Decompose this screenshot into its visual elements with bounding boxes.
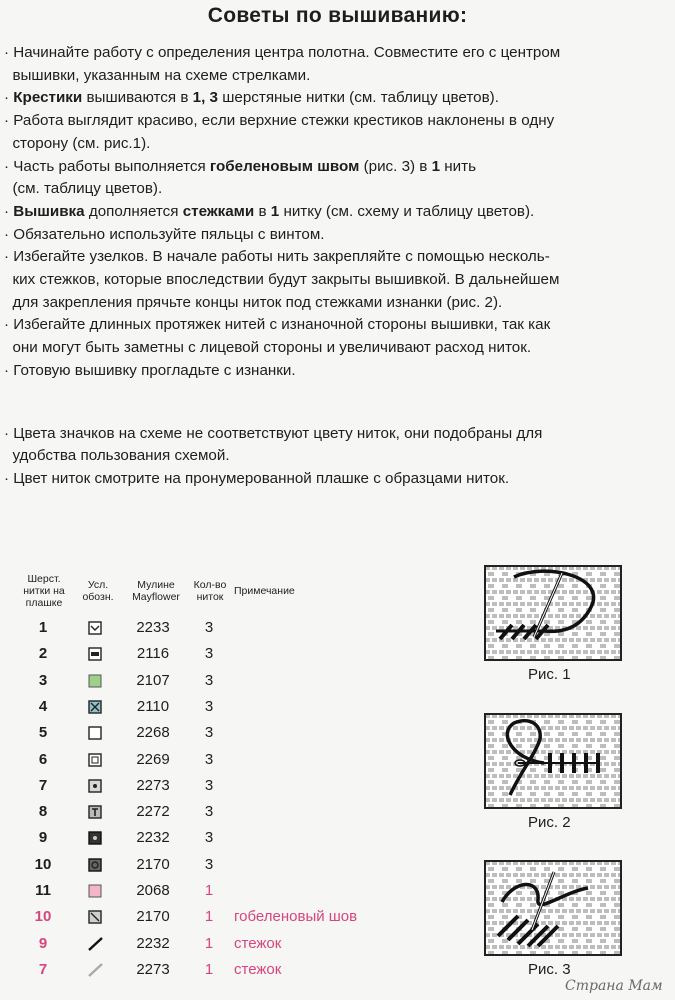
legend-symbol-icon xyxy=(88,831,106,846)
mouline-code: 2107 xyxy=(136,671,170,689)
mouline-code: 2170 xyxy=(136,908,170,926)
mouline-code: 2170 xyxy=(136,855,170,873)
legend-symbol-icon xyxy=(88,779,106,794)
legend-symbol-icon xyxy=(88,910,106,925)
wool-number: 2 xyxy=(38,645,48,663)
legend-symbol-icon xyxy=(88,647,106,662)
mouline-code: 2116 xyxy=(136,645,170,663)
header-mouline: Мулине Mayflower xyxy=(132,579,180,603)
thread-count: 3 xyxy=(204,776,214,794)
thread-count: 1 xyxy=(204,882,214,899)
tip-10b: удобства пользования схемой. xyxy=(4,447,230,465)
table-row xyxy=(0,852,420,878)
watermark: Страна Мам xyxy=(565,978,663,994)
mouline-code: 2068 xyxy=(136,882,170,899)
mouline-code: 2273 xyxy=(136,776,170,794)
wool-number: 4 xyxy=(38,697,48,715)
tip-4a: · Часть работы выполняется гобеленовым швом (рис. 3) в 1 нить xyxy=(4,157,477,175)
wool-number: 7 xyxy=(38,960,48,978)
table-row xyxy=(0,878,420,904)
figure-1-caption: Рис. 1 xyxy=(528,666,571,683)
wool-number: 1 xyxy=(38,619,48,636)
thread-count: 3 xyxy=(204,697,214,715)
wool-number: 3 xyxy=(38,671,48,689)
legend-symbol-icon xyxy=(88,726,106,741)
legend-symbol-icon xyxy=(88,674,106,689)
table-row xyxy=(0,747,420,773)
thread-count: 3 xyxy=(204,829,214,847)
tip-4b: (см. таблицу цветов). xyxy=(12,180,163,198)
table-row xyxy=(0,957,420,983)
header-symbol: Усл. обозн. xyxy=(82,579,114,603)
table-row xyxy=(0,668,420,694)
wool-number: 5 xyxy=(38,724,48,742)
thread-count: 1 xyxy=(204,934,214,952)
legend-symbol-icon xyxy=(88,884,106,899)
tip-8a: · Избегайте длинных протяжек нитей с изнаночной стороны вышивки, так как xyxy=(4,316,551,334)
figure-2-thread-fastening xyxy=(484,713,622,809)
wool-number: 10 xyxy=(34,908,52,926)
row-note: стежок xyxy=(234,960,282,978)
row-note: гобеленовый шов xyxy=(234,908,358,926)
wool-number: 8 xyxy=(38,803,48,821)
mouline-code: 2233 xyxy=(136,619,170,636)
figure-3-caption: Рис. 3 xyxy=(528,961,571,978)
table-row xyxy=(0,773,420,799)
wool-number: 9 xyxy=(38,934,48,952)
legend-symbol-icon xyxy=(88,963,106,978)
thread-count: 3 xyxy=(204,645,214,663)
wool-number: 6 xyxy=(38,750,48,768)
tip-7b: ких стежков, которые впоследствии будут закрыты вышивкой. В дальнейшем xyxy=(4,271,560,289)
wool-number: 10 xyxy=(34,855,52,873)
tip-10a: · Цвета значков на схеме не соответствуют цвету ниток, они подобраны для xyxy=(4,424,543,442)
mouline-code: 2273 xyxy=(136,960,170,978)
table-row xyxy=(0,904,420,930)
thread-count: 3 xyxy=(204,671,214,689)
tip-8b: они могут быть заметны с лицевой стороны и увеличивают расход ниток. xyxy=(4,339,532,357)
wool-number: 11 xyxy=(35,882,51,899)
mouline-code: 2110 xyxy=(136,697,170,715)
legend-symbol-icon xyxy=(88,858,106,873)
table-row xyxy=(0,799,420,825)
legend-symbol-icon xyxy=(88,753,106,768)
tip-3a: · Работа выглядит красиво, если верхние стежки крестиков наклонены в одну xyxy=(4,112,555,130)
thread-count: 3 xyxy=(204,750,214,768)
tip-9: · Готовую вышивку прогладьте с изнанки. xyxy=(4,361,296,379)
tip-1a: · Начинайте работу с определения центра полотна. Совместите его с центром xyxy=(4,44,561,61)
figure-1-cross-stitch xyxy=(484,565,622,661)
tip-7c: для закрепления прячьте концы ниток под стежками изнанки (рис. 2). xyxy=(4,293,503,311)
table-row xyxy=(0,825,420,851)
thread-count: 3 xyxy=(204,724,214,742)
legend-symbol-icon xyxy=(88,700,106,715)
table-row xyxy=(0,720,420,746)
wool-number: 7 xyxy=(38,776,48,794)
tip-6: · Обязательно используйте пяльцы с винтом. xyxy=(4,225,325,243)
wool-number: 9 xyxy=(38,829,48,847)
thread-count: 1 xyxy=(204,960,214,978)
figure-3-tapestry-stitch xyxy=(484,860,622,956)
tip-3b: сторону (см. рис.1). xyxy=(4,134,151,152)
tip-7a: · Избегайте узелков. В начале работы нить закрепляйте с помощью несколь- xyxy=(4,248,550,266)
thread-count: 1 xyxy=(204,908,214,926)
tip-5: · Вышивка дополняется стежками в 1 нитку (см. схему и таблицу цветов). xyxy=(4,202,535,220)
header-count: Кол-во ниток xyxy=(193,579,227,603)
header-wool: Шерст. нитки на плашке xyxy=(23,573,65,609)
legend-symbol-icon xyxy=(88,937,106,952)
table-row xyxy=(0,931,420,957)
mouline-code: 2268 xyxy=(136,724,170,742)
mouline-code: 2232 xyxy=(136,829,170,847)
legend-symbol-icon xyxy=(88,621,106,636)
row-note: стежок xyxy=(234,934,282,952)
tip-2: · Крестики вышиваются в 1, 3 шерстяные нитки (см. таблицу цветов). xyxy=(4,89,499,107)
legend-symbol-icon xyxy=(88,805,106,820)
tip-11: · Цвет ниток смотрите на пронумерованной плашке с образцами ниток. xyxy=(4,469,510,487)
tips-list xyxy=(4,42,669,491)
thread-count: 3 xyxy=(204,855,214,873)
figure-2-caption: Рис. 2 xyxy=(528,814,571,831)
thread-count: 3 xyxy=(204,619,214,636)
tip-1b: вышивки, указанным на схеме стрелками. xyxy=(4,66,311,84)
mouline-code: 2272 xyxy=(136,803,170,821)
mouline-code: 2269 xyxy=(136,750,170,768)
mouline-code: 2232 xyxy=(136,934,170,952)
table-row xyxy=(0,615,420,641)
page-title: Советы по вышиванию: xyxy=(207,4,468,27)
header-note: Примечание xyxy=(234,585,295,597)
table-row xyxy=(0,694,420,720)
table-row xyxy=(0,641,420,667)
thread-count: 3 xyxy=(204,803,214,821)
